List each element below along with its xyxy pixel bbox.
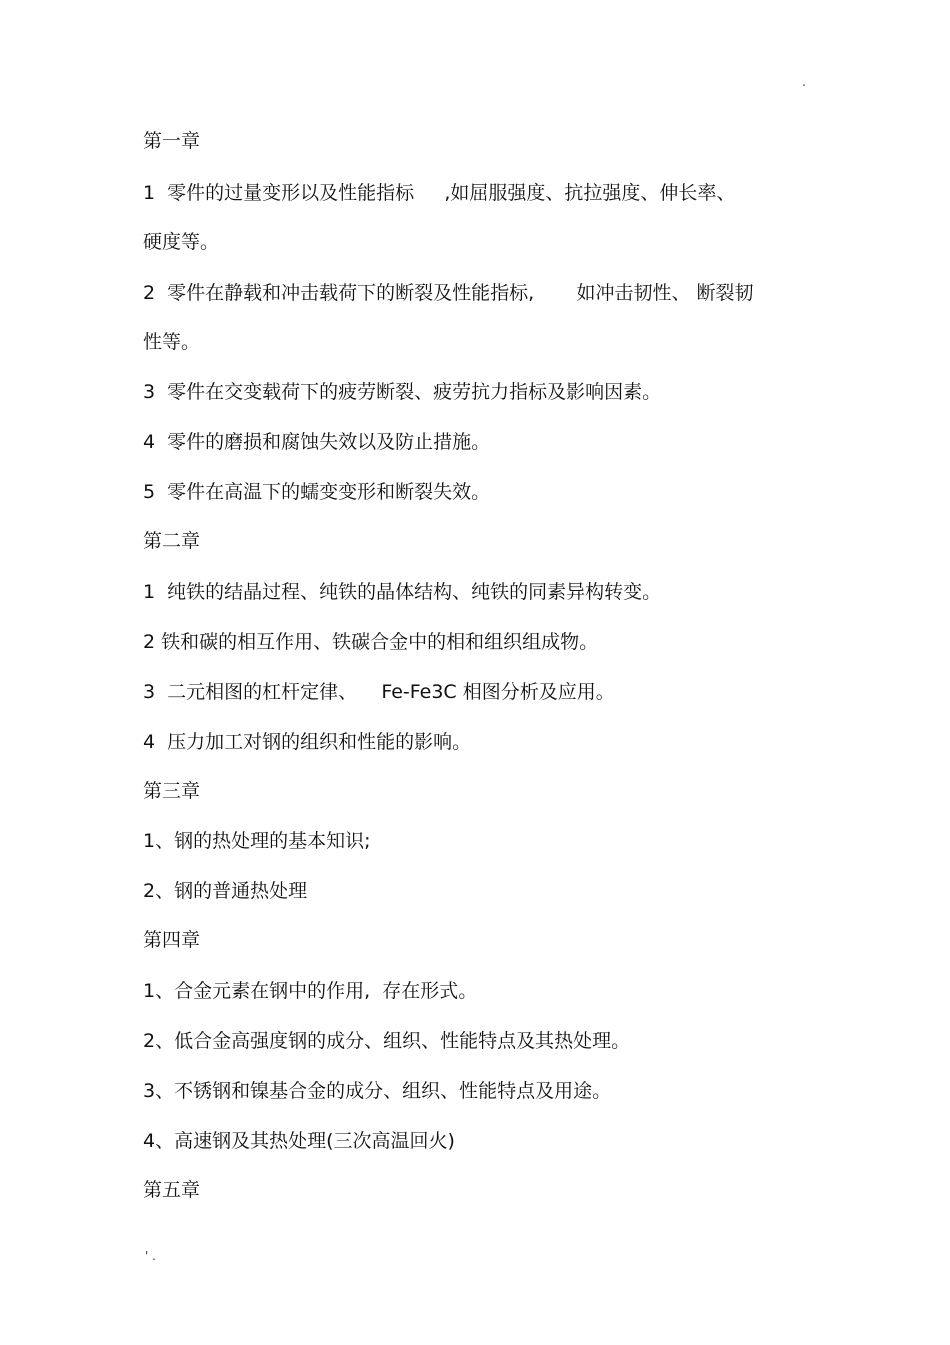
chapter-1-item-5: 5 零件在高温下的蠕变变形和断裂失效。 bbox=[143, 481, 491, 503]
chapter-2-item-2: 2 铁和碳的相互作用、铁碳合金中的相和组织组成物。 bbox=[143, 631, 599, 653]
chapter-4-item-1: 1、合金元素在钢中的作用, 存在形式。 bbox=[143, 980, 478, 1002]
chapter-1-item-1-cont: 硬度等。 bbox=[143, 231, 220, 253]
chapter-3-heading: 第三章 bbox=[143, 780, 201, 802]
chapter-1-item-2: 2 零件在静载和冲击载荷下的断裂及性能指标, 如冲击韧性、 断裂韧 bbox=[143, 282, 754, 304]
chapter-3-item-1: 1、钢的热处理的基本知识; bbox=[143, 830, 371, 852]
chapter-4-heading: 第四章 bbox=[143, 929, 201, 951]
footer-mark: ' . bbox=[145, 1249, 156, 1263]
chapter-2-item-3: 3 二元相图的杠杆定律、 Fe-Fe3C 相图分析及应用。 bbox=[143, 681, 615, 703]
chapter-2-item-4: 4 压力加工对钢的组织和性能的影响。 bbox=[143, 731, 472, 753]
chapter-1-heading: 第一章 bbox=[143, 130, 201, 152]
chapter-4-item-2: 2、低合金高强度钢的成分、组织、性能特点及其热处理。 bbox=[143, 1030, 631, 1052]
chapter-1-item-2-cont: 性等。 bbox=[143, 331, 201, 353]
chapter-1-item-1: 1 零件的过量变形以及性能指标 ,如屈服强度、抗拉强度、伸长率、 bbox=[143, 182, 736, 204]
chapter-1-item-4: 4 零件的磨损和腐蚀失效以及防止措施。 bbox=[143, 431, 491, 453]
chapter-5-heading: 第五章 bbox=[143, 1179, 201, 1201]
header-mark: . bbox=[802, 75, 806, 89]
chapter-4-item-4: 4、高速钢及其热处理(三次高温回火) bbox=[143, 1130, 455, 1152]
chapter-2-heading: 第二章 bbox=[143, 530, 201, 552]
chapter-1-item-3: 3 零件在交变载荷下的疲劳断裂、疲劳抗力指标及影响因素。 bbox=[143, 381, 662, 403]
chapter-4-item-3: 3、不锈钢和镍基合金的成分、组织、性能特点及用途。 bbox=[143, 1080, 612, 1102]
chapter-2-item-1: 1 纯铁的结晶过程、纯铁的晶体结构、纯铁的同素异构转变。 bbox=[143, 581, 662, 603]
chapter-3-item-2: 2、钢的普通热处理 bbox=[143, 880, 308, 902]
